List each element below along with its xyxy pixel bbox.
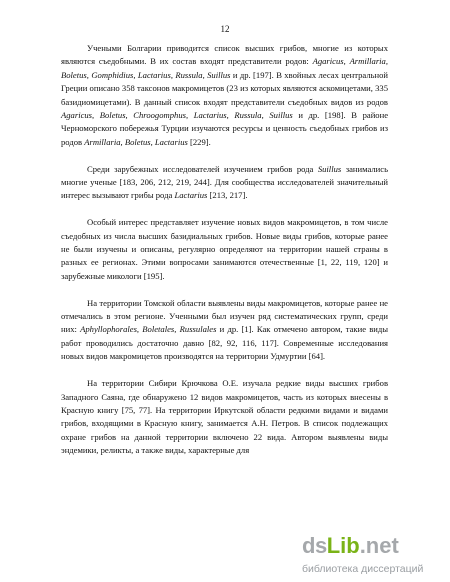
dslib-watermark <box>302 533 442 579</box>
document-body <box>61 42 388 458</box>
genus-name: Gomphidius <box>91 69 134 80</box>
paragraph: На территории Сибири Крючкова О.Е. изучала редкие виды высших грибов Западного Саяна, где обнаружено 12 видов макромицетов, часть из которых внесены в Красную книгу [75, 77]. На территории Иркутской области редкими видами и видами грибов, входящими в Красную книгу, занимается А.Н. Петров. В список подлежащих охране грибов на данной территории включено 22 вида. Автором выявлены виды эндемики, реликты, а также виды, характерные для <box>61 378 388 456</box>
dslib-logo <box>302 533 399 563</box>
genus-name: Boletales <box>142 324 175 335</box>
genus-name: Aphyllophorales <box>80 324 137 335</box>
genus-name: Agaricus <box>61 110 93 121</box>
genus-name: Russula <box>234 110 262 121</box>
genus-name: Suillus <box>269 110 293 121</box>
genus-name: Boletus <box>61 69 87 80</box>
logo-net-text: .net <box>359 533 399 558</box>
paragraph: Среди зарубежных исследователей изучением грибов рода Suillus занимались многие ученые [183, 206, 212, 219, 244]. Для сообщества исследователей значительный интерес вызывают грибы рода Lactarius [213, 217]. <box>61 163 388 201</box>
logo-lib-text: Lib <box>326 533 360 558</box>
genus-name: Lactarius <box>137 69 171 80</box>
watermark-caption: библиотека диссертаций <box>302 563 424 575</box>
genus-name: Agaricus <box>312 56 344 67</box>
genus-name: Lactarius <box>193 110 227 121</box>
paragraph: Учеными Болгарии приводится список высших грибов, многие из которых являются съедобными. В их состав входят представители родов: Agaricus, Armillaria, Boletus, Gomphidius, Lactarius, Russula, Suillus и др. [197]. В хвойных лесах центральной Греции описано 358 таксонов макромицетов (23 из которых являются аскомицетами, 335 базидиомицетами). В данный список входят представители съедобных видов из родов Agaricus, Boletus, Chroogomphus, Lactarius, Russula, Suillus и др. [198]. В районе Черноморского побережья Турции изучаются ресурсы и ценность съедобных грибов из родов Armillaria, Boletus, Lactarius [229]. <box>61 43 389 147</box>
genus-name: Suillus <box>207 69 231 80</box>
paragraph: На территории Томской области выявлены виды макромицетов, которые ранее не отмечались в этом регионе. Ученными был изучен ряд систематических групп, среди них: Aphyllophorales, Boletales, Russulales и др. [1]. Как отмечено автором, такие виды работ проводились достаточно давно [82, 92, 116, 117]. Современные исследования новых видов макромицетов производятся на территории Удмуртии [64]. <box>61 297 389 362</box>
genus-name: Boletus <box>124 136 151 147</box>
genus-name: Chroogomphus <box>133 110 186 121</box>
genus-name: Russulales <box>179 324 217 335</box>
page-number: 12 <box>220 24 230 34</box>
genus-name: Russula <box>175 69 203 80</box>
genus-name: Armillaria <box>84 136 121 147</box>
genus-name: Suillus <box>317 163 342 174</box>
logo-ds-text: ds <box>302 533 327 558</box>
paragraph: Особый интерес представляет изучение новых видов макромицетов, в том числе съедобных из числа высших базидиальных грибов. Новые виды грибов, которые ранее не были изучены и описаны, регулярно определяют на территории нашей страны в разных ее регионах. Этими вопросами занимаются отечественные [1, 22, 119, 120] и зарубежные микологи [195]. <box>61 217 388 281</box>
genus-name: Boletus <box>99 110 126 121</box>
genus-name: Lactarius <box>174 190 208 201</box>
genus-name: Lactarius <box>154 136 188 147</box>
genus-name: Armillaria <box>349 56 386 67</box>
